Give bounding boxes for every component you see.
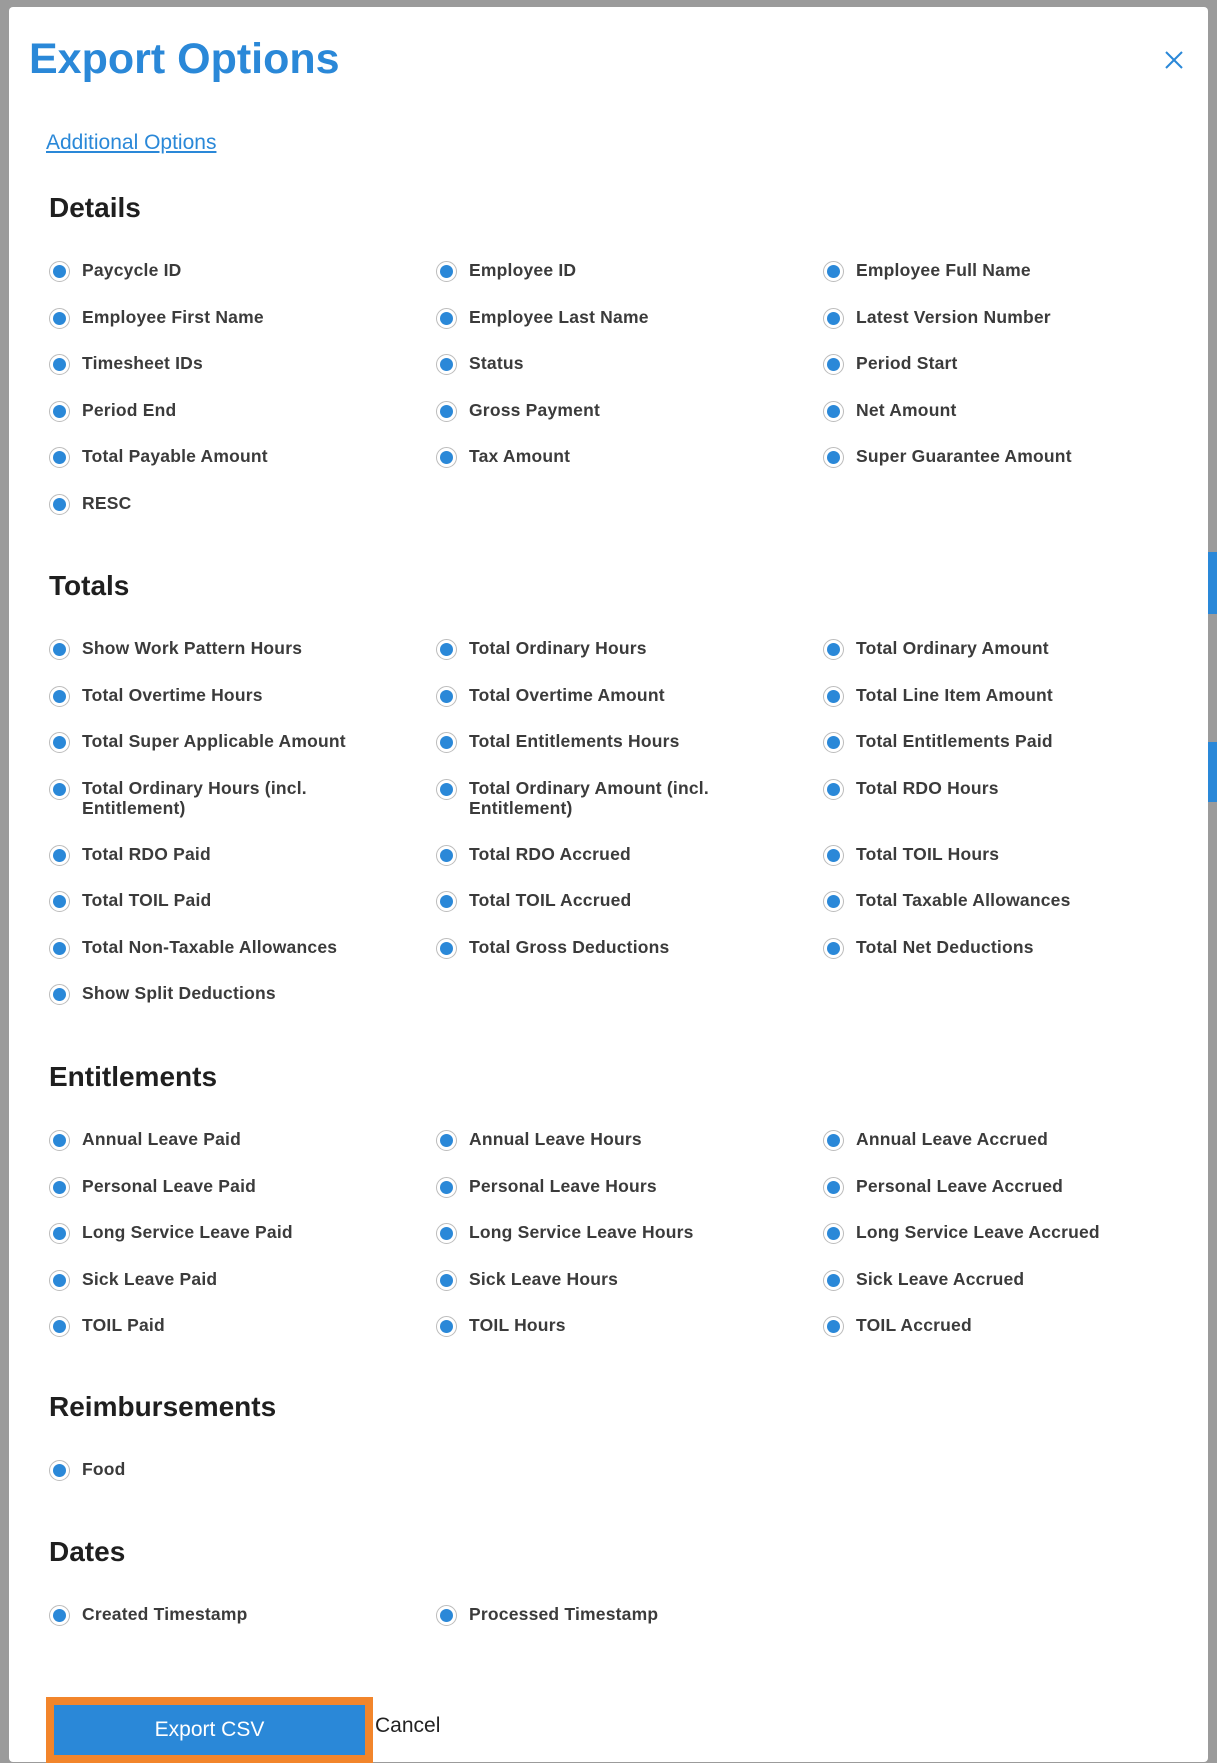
- export-option-label: Employee Full Name: [856, 260, 1031, 280]
- export-option[interactable]: [436, 1315, 776, 1337]
- radio-selected-icon[interactable]: [436, 845, 457, 866]
- radio-selected-icon[interactable]: [823, 1177, 844, 1198]
- export-option[interactable]: [823, 937, 1163, 959]
- export-option[interactable]: [436, 937, 776, 959]
- export-option-label: Total Non-Taxable Allowances: [82, 936, 338, 957]
- export-option[interactable]: [49, 844, 389, 866]
- radio-selected-icon[interactable]: [49, 891, 70, 912]
- export-option-label: Created Timestamp: [82, 1604, 248, 1624]
- export-option-label: Net Amount: [856, 399, 957, 420]
- radio-selected-icon[interactable]: [823, 401, 844, 422]
- radio-selected-icon[interactable]: [436, 308, 457, 329]
- radio-selected-icon[interactable]: [49, 1270, 70, 1291]
- export-option-label: Long Service Leave Hours: [469, 1222, 694, 1242]
- radio-selected-icon[interactable]: [436, 891, 457, 912]
- radio-selected-icon[interactable]: [436, 1130, 457, 1151]
- export-option[interactable]: [49, 983, 389, 1005]
- export-option[interactable]: [436, 260, 776, 282]
- radio-selected-icon[interactable]: [436, 639, 457, 660]
- export-option[interactable]: [49, 1459, 389, 1481]
- export-option[interactable]: [49, 778, 389, 818]
- radio-selected-icon[interactable]: [49, 261, 70, 282]
- radio-selected-icon[interactable]: [49, 938, 70, 959]
- export-option[interactable]: [436, 1604, 776, 1626]
- radio-selected-icon[interactable]: [49, 1460, 70, 1481]
- export-option-label: Total Overtime Amount: [469, 684, 665, 705]
- export-option[interactable]: [823, 260, 1163, 282]
- radio-selected-icon[interactable]: [436, 1270, 457, 1291]
- radio-selected-icon[interactable]: [49, 779, 70, 800]
- radio-selected-icon[interactable]: [823, 686, 844, 707]
- export-option[interactable]: [436, 844, 776, 866]
- close-button[interactable]: [1157, 43, 1191, 77]
- radio-selected-icon[interactable]: [823, 354, 844, 375]
- export-option[interactable]: [49, 685, 389, 707]
- radio-selected-icon[interactable]: [436, 1177, 457, 1198]
- export-option[interactable]: [49, 400, 389, 422]
- export-option-label: Total Ordinary Hours (incl. Entitlement): [82, 777, 307, 818]
- export-option[interactable]: [49, 1604, 389, 1626]
- export-option-label: Total Line Item Amount: [856, 684, 1053, 705]
- export-option[interactable]: [49, 260, 389, 282]
- radio-selected-icon[interactable]: [49, 1605, 70, 1626]
- radio-selected-icon[interactable]: [49, 639, 70, 660]
- export-option[interactable]: [49, 638, 389, 660]
- export-option-label: Period Start: [856, 353, 958, 373]
- radio-selected-icon[interactable]: [436, 261, 457, 282]
- export-option[interactable]: [436, 446, 776, 468]
- section-title: Reimbursements: [49, 1391, 277, 1422]
- export-option[interactable]: [823, 446, 1163, 468]
- radio-selected-icon[interactable]: [436, 779, 457, 800]
- export-option-label: Timesheet IDs: [82, 353, 203, 373]
- section-title: Dates: [49, 1536, 126, 1567]
- radio-selected-icon[interactable]: [49, 494, 70, 515]
- radio-selected-icon[interactable]: [823, 938, 844, 959]
- export-option-label: RESC: [82, 492, 132, 513]
- export-option[interactable]: [436, 353, 776, 375]
- export-option-label: Processed Timestamp: [469, 1604, 659, 1624]
- export-option[interactable]: [49, 1315, 389, 1337]
- export-option[interactable]: [436, 731, 776, 753]
- export-option[interactable]: [823, 1269, 1163, 1291]
- export-option[interactable]: [49, 1222, 389, 1244]
- radio-selected-icon[interactable]: [436, 401, 457, 422]
- export-option-label: Annual Leave Paid: [82, 1129, 242, 1149]
- export-option[interactable]: [49, 890, 389, 912]
- close-icon: [1157, 43, 1191, 77]
- export-option[interactable]: [49, 1176, 389, 1198]
- export-option-label: Total Gross Deductions: [469, 936, 670, 957]
- export-option-label: Annual Leave Hours: [469, 1129, 642, 1149]
- export-option-label: Sick Leave Hours: [469, 1268, 619, 1289]
- export-option-label: Total Payable Amount: [82, 446, 268, 466]
- radio-selected-icon[interactable]: [436, 447, 457, 468]
- export-option-label: TOIL Paid: [82, 1315, 165, 1335]
- export-option-label: Tax Amount: [469, 446, 571, 466]
- export-option-label: Status: [469, 353, 524, 373]
- radio-selected-icon[interactable]: [436, 938, 457, 959]
- export-option[interactable]: [49, 307, 389, 329]
- radio-selected-icon[interactable]: [823, 639, 844, 660]
- radio-selected-icon[interactable]: [49, 401, 70, 422]
- export-option[interactable]: [823, 1222, 1163, 1244]
- export-option-label: Employee Last Name: [469, 306, 649, 327]
- export-option-label: Total TOIL Paid: [82, 890, 212, 910]
- export-option[interactable]: [436, 400, 776, 422]
- background-panel-strip: [1207, 552, 1217, 614]
- export-option[interactable]: [823, 638, 1163, 660]
- radio-selected-icon[interactable]: [436, 1605, 457, 1626]
- radio-selected-icon[interactable]: [823, 779, 844, 800]
- export-option-label: Total Net Deductions: [856, 936, 1034, 957]
- export-option[interactable]: [436, 638, 776, 660]
- section-title: Totals: [49, 570, 130, 601]
- export-option[interactable]: [823, 890, 1163, 912]
- export-option-label: Show Split Deductions: [82, 983, 276, 1003]
- radio-selected-icon[interactable]: [823, 1316, 844, 1337]
- export-option-label: Food: [82, 1459, 126, 1479]
- export-option-label: Total Taxable Allowances: [856, 890, 1071, 910]
- export-option[interactable]: [49, 1129, 389, 1151]
- export-option[interactable]: [49, 493, 389, 515]
- radio-selected-icon[interactable]: [436, 732, 457, 753]
- radio-selected-icon[interactable]: [49, 308, 70, 329]
- export-option-label: Total TOIL Hours: [856, 843, 1000, 864]
- export-option[interactable]: [49, 446, 389, 468]
- export-option[interactable]: [49, 1269, 389, 1291]
- radio-selected-icon[interactable]: [823, 308, 844, 329]
- additional-options-link[interactable]: Additional Options: [46, 131, 217, 154]
- export-option-label: Total RDO Paid: [82, 843, 211, 864]
- radio-selected-icon[interactable]: [823, 447, 844, 468]
- modal-footer: [9, 1692, 1208, 1762]
- radio-selected-icon[interactable]: [823, 845, 844, 866]
- export-option-label: Total Super Applicable Amount: [82, 731, 346, 751]
- radio-selected-icon[interactable]: [49, 686, 70, 707]
- export-option-label: Total Entitlements Hours: [469, 731, 680, 751]
- export-option[interactable]: [823, 1129, 1163, 1151]
- cancel-button[interactable]: Cancel: [375, 1714, 441, 1737]
- export-option-label: Employee ID: [469, 260, 577, 280]
- radio-selected-icon[interactable]: [49, 1130, 70, 1151]
- export-option-label: Total RDO Hours: [856, 777, 999, 798]
- export-option-label: Total RDO Accrued: [469, 843, 631, 864]
- export-option-label: Personal Leave Hours: [469, 1175, 657, 1196]
- radio-selected-icon[interactable]: [49, 984, 70, 1005]
- export-option-label: Sick Leave Paid: [82, 1268, 218, 1289]
- export-option[interactable]: [823, 685, 1163, 707]
- export-option-label: Total TOIL Accrued: [469, 890, 632, 910]
- export-option-label: TOIL Accrued: [856, 1315, 972, 1335]
- radio-selected-icon[interactable]: [49, 447, 70, 468]
- modal-title: Export Options: [29, 35, 340, 83]
- export-option[interactable]: [49, 937, 389, 959]
- export-option-label: Total Overtime Hours: [82, 684, 263, 705]
- export-option-label: Annual Leave Accrued: [856, 1129, 1049, 1149]
- radio-selected-icon[interactable]: [49, 354, 70, 375]
- export-option-label: Total Entitlements Paid: [856, 731, 1053, 751]
- export-option[interactable]: [823, 731, 1163, 753]
- export-option[interactable]: [49, 353, 389, 375]
- export-option[interactable]: [436, 778, 776, 818]
- radio-selected-icon[interactable]: [49, 1223, 70, 1244]
- export-option-label: Total Ordinary Hours: [469, 638, 647, 658]
- radio-selected-icon[interactable]: [49, 1316, 70, 1337]
- export-button-highlight: [46, 1697, 373, 1763]
- export-option-label: Total Ordinary Amount (incl. Entitlement): [469, 777, 709, 818]
- radio-selected-icon[interactable]: [49, 1177, 70, 1198]
- export-option-label: Latest Version Number: [856, 306, 1051, 327]
- export-option-label: Long Service Leave Paid: [82, 1222, 293, 1242]
- section-title: Entitlements: [49, 1061, 218, 1092]
- export-option[interactable]: [436, 1176, 776, 1198]
- radio-selected-icon[interactable]: [823, 1270, 844, 1291]
- radio-selected-icon[interactable]: [823, 732, 844, 753]
- export-option-label: TOIL Hours: [469, 1315, 566, 1335]
- export-csv-button[interactable]: Export CSV: [54, 1705, 365, 1755]
- export-options-modal: [9, 7, 1208, 1762]
- export-option-label: Paycycle ID: [82, 260, 182, 280]
- export-option[interactable]: [823, 353, 1163, 375]
- radio-selected-icon[interactable]: [436, 686, 457, 707]
- radio-selected-icon[interactable]: [823, 1223, 844, 1244]
- export-option[interactable]: [823, 1176, 1163, 1198]
- export-option[interactable]: [436, 307, 776, 329]
- export-option[interactable]: [823, 307, 1163, 329]
- radio-selected-icon[interactable]: [436, 354, 457, 375]
- export-option[interactable]: [823, 1315, 1163, 1337]
- export-option-label: Sick Leave Accrued: [856, 1268, 1025, 1289]
- radio-selected-icon[interactable]: [436, 1223, 457, 1244]
- radio-selected-icon[interactable]: [436, 1316, 457, 1337]
- export-option-label: Show Work Pattern Hours: [82, 638, 303, 658]
- export-option[interactable]: [436, 890, 776, 912]
- export-option-label: Long Service Leave Accrued: [856, 1222, 1100, 1242]
- export-option[interactable]: [823, 844, 1163, 866]
- export-option-label: Period End: [82, 399, 177, 420]
- export-option[interactable]: [436, 1222, 776, 1244]
- export-option[interactable]: [49, 731, 389, 753]
- export-option-label: Gross Payment: [469, 399, 600, 420]
- radio-selected-icon[interactable]: [49, 845, 70, 866]
- export-option-label: Total Ordinary Amount: [856, 638, 1049, 658]
- export-option-label: Employee First Name: [82, 306, 264, 327]
- export-option-label: Super Guarantee Amount: [856, 446, 1072, 466]
- section-title: Details: [49, 192, 141, 223]
- export-option[interactable]: [823, 400, 1163, 422]
- export-option[interactable]: [436, 1129, 776, 1151]
- radio-selected-icon[interactable]: [823, 891, 844, 912]
- radio-selected-icon[interactable]: [823, 261, 844, 282]
- radio-selected-icon[interactable]: [823, 1130, 844, 1151]
- radio-selected-icon[interactable]: [49, 732, 70, 753]
- export-option-label: Personal Leave Accrued: [856, 1175, 1064, 1196]
- export-option[interactable]: [823, 778, 1163, 800]
- export-option[interactable]: [436, 1269, 776, 1291]
- background-panel-strip: [1207, 742, 1217, 802]
- export-option-label: Personal Leave Paid: [82, 1175, 257, 1196]
- export-option[interactable]: [436, 685, 776, 707]
